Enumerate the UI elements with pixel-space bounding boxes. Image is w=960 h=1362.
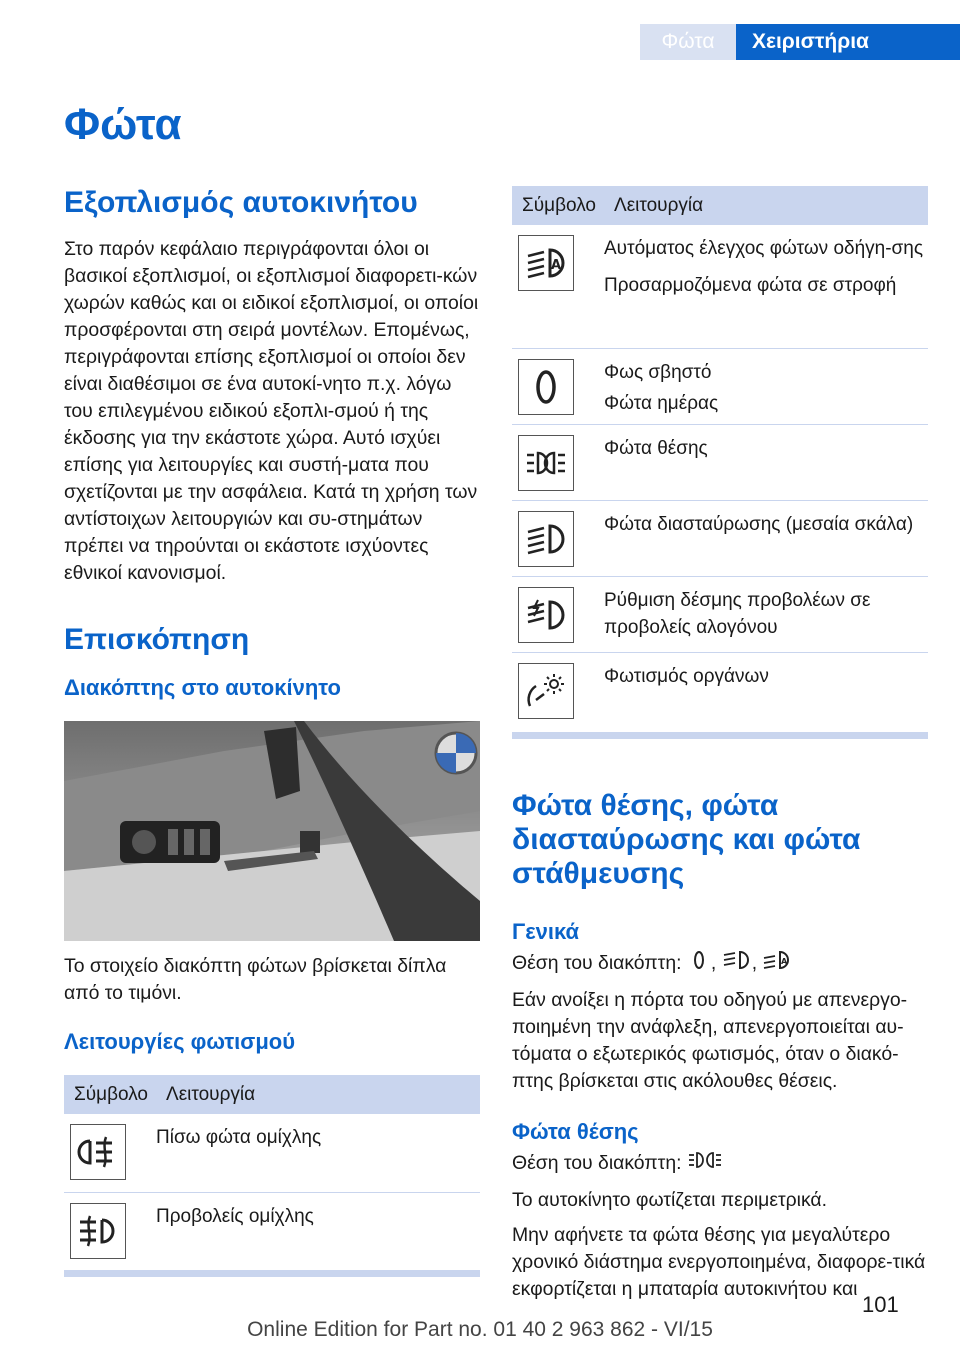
table-row: [64, 1192, 480, 1270]
parking-light-icon: [518, 435, 574, 491]
low-beam-icon: [722, 949, 752, 979]
photo-caption: Το στοιχείο διακόπτη φώτων βρίσκεται δίπλα από το τιμόνι.: [64, 955, 447, 1004]
function-text: Φώτα ημέρας: [604, 392, 719, 414]
rear-fog-icon: [70, 1124, 126, 1180]
separator: ,: [710, 951, 717, 974]
table-row: [512, 500, 928, 576]
instrument-lighting-icon: [518, 663, 574, 719]
heading-parking: Φώτα θέσης: [512, 1118, 639, 1144]
headlight-range-icon: [518, 587, 574, 643]
table-end-bar: [512, 733, 928, 739]
heading-equipment: Εξοπλισμός αυτοκινήτου: [64, 186, 418, 219]
right-column: [512, 186, 928, 1303]
table-row: [512, 225, 928, 348]
svg-text:A: A: [551, 258, 562, 273]
svg-text:A: A: [781, 956, 788, 966]
parking-light-icon: [687, 1149, 725, 1179]
table-row: [512, 576, 928, 652]
paragraph-parking-2: Μην αφήνετε τα φώτα θέσης για μεγαλύτερο χρονικό διάστημα ενεργοποιημένα, διαφορε‐τικά εκφορτίζεται η μπαταρία αυτοκινήτου και: [512, 1223, 926, 1300]
chapter-tab[interactable]: Χειριστήρια: [736, 24, 960, 60]
zero-icon: [687, 949, 711, 979]
heading-positions: Φώτα θέσης, φώτα διασταύρωσης και φώτα στάθμευσης: [512, 788, 861, 890]
auto-light-icon: [762, 949, 792, 979]
table-end-bar: [64, 1271, 480, 1277]
column-header-symbol: Σύμβολο: [64, 1075, 156, 1114]
heading-switch: Διακόπτης στο αυτοκίνητο: [64, 675, 341, 700]
function-text: Προβολείς ομίχλης: [156, 1205, 314, 1227]
function-text: Ρύθμιση δέσμης προβολέων σε προβολείς αλογόνου: [604, 589, 871, 638]
heading-overview: Επισκόπηση: [64, 623, 250, 656]
function-text: Φώτα θέσης: [604, 437, 708, 459]
function-text: Πίσω φώτα ομίχλης: [156, 1127, 322, 1148]
paragraph-parking-1: Το αυτοκίνητο φωτίζεται περιμετρικά.: [512, 1188, 828, 1211]
left-column: [64, 186, 480, 1277]
front-fog-icon: [70, 1203, 126, 1259]
low-beam-icon: [518, 511, 574, 567]
function-text: Αυτόματος έλεγχος φώτων οδήγη‐σης: [604, 238, 924, 259]
table-row: [512, 348, 928, 424]
column-header-function: Λειτουργία: [156, 1075, 480, 1114]
paragraph-general: Εάν ανοίξει η πόρτα του οδηγού με απενεργο‐ποιημένη την ανάφλεξη, απενεργοποιείται αυ‐τόματα ο εξωτερικός φωτισμός, όταν ο διακό‐πτης βρίσκεται στις ακόλουθες θέσεις.: [512, 988, 908, 1092]
position-label: Θέση του διακόπτη:: [512, 951, 682, 974]
page-header: [0, 0, 960, 60]
general-switch-positions: [512, 949, 928, 979]
table-row: [64, 1114, 480, 1192]
functions-table-right: [512, 186, 928, 733]
light-switch-photo: [64, 721, 480, 941]
function-text: Φωτισμός οργάνων: [604, 665, 769, 687]
edition-text: Online Edition for Part no. 01 40 2 963 862 - VI/15: [247, 1318, 713, 1341]
auto-light-icon: [518, 235, 574, 291]
table-row: [512, 652, 928, 732]
function-text: Προσαρμοζόμενα φώτα σε στροφή: [604, 275, 897, 296]
column-header-function: Λειτουργία: [604, 186, 928, 225]
parking-switch-position: [512, 1149, 928, 1179]
table-row: [512, 424, 928, 500]
zero-icon: [518, 359, 574, 415]
function-text: Φως σβηστό: [604, 361, 712, 383]
column-header-symbol: Σύμβολο: [512, 186, 604, 225]
paragraph-equipment: Στο παρόν κεφάλαιο περιγράφονται όλοι οι βασικοί εξοπλισμοί, οι εξοπλισμοί διαφορετι‐κών χωρών καθώς και οι ειδικοί εξοπλισμοί, οι οποίοι προσφέρονται στη σειρά μοντέλων. Επομένως, περιγράφονται επίσης εξοπλισμοί οι οποίοι δεν είναι διαθέσιμοι σε ένα αυτοκί‐νητο π.χ. λόγω του επιλεγμένου ειδικού εξοπλι‐σμού ή της έκδοσης για την εκάστοτε χώρα. Αυτό ισχύει επίσης για λειτουργίες και συστή‐ματα που σχετίζονται με την ασφάλεια. Κατά τη χρήση των αντίστοιχων λειτουργιών και συ‐στημάτων πρέπει να τηρούνται οι εκάστοτε ισχύοντες εθνικοί κανονισμοί.: [64, 238, 479, 584]
section-tab[interactable]: Φώτα: [640, 24, 736, 60]
page-title: Φώτα: [64, 100, 182, 149]
function-text: Φώτα διασταύρωσης (μεσαία σκάλα): [604, 513, 914, 535]
heading-general: Γενικά: [512, 918, 580, 944]
position-label: Θέση του διακόπτη:: [512, 1151, 682, 1174]
heading-functions: Λειτουργίες φωτισμού: [64, 1029, 296, 1054]
page-number: 101: [862, 1292, 899, 1317]
functions-table-left: [64, 1075, 480, 1271]
separator: ,: [751, 951, 758, 974]
